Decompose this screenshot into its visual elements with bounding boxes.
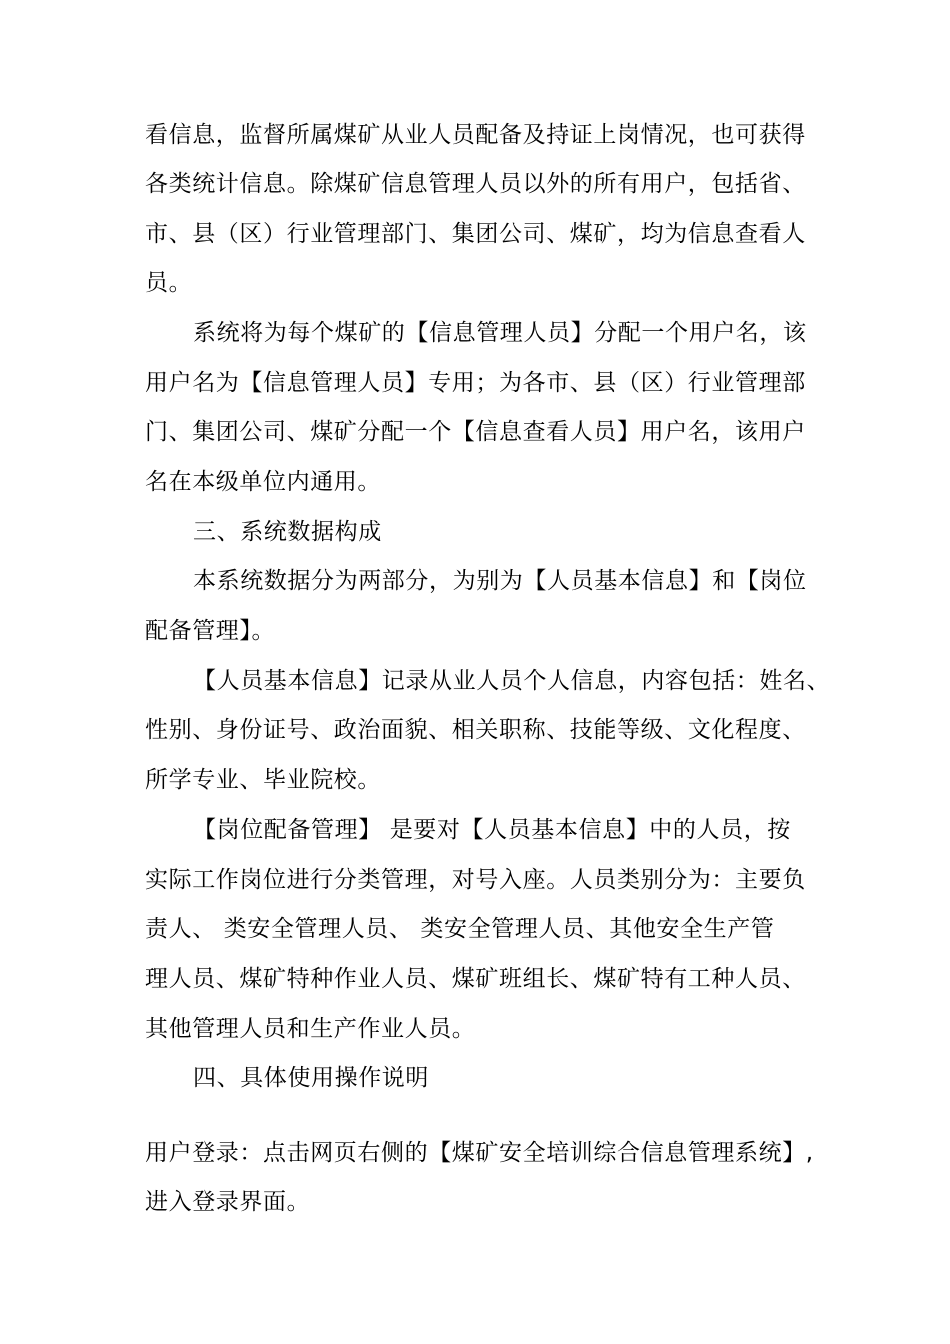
paragraph-line: 实际工作岗位进行分类管理，对号入座。人员类别分为：主要负 — [145, 867, 806, 893]
paragraph-line: 市、县（区）行业管理部门、集团公司、煤矿，均为信息查看人 — [145, 221, 806, 247]
paragraph-line: 看信息，监督所属煤矿从业人员配备及持证上岗情况，也可获得 — [145, 122, 806, 148]
paragraph-line: 性别、身份证号、政治面貌、相关职称、技能等级、文化程度、 — [145, 717, 806, 743]
paragraph-line: 理人员、煤矿特种作业人员、煤矿班组长、煤矿特有工种人员、 — [145, 966, 806, 992]
paragraph-line: 系统将为每个煤矿的【信息管理人员】分配一个用户名，该 — [193, 320, 807, 346]
section-heading: 三、系统数据构成 — [193, 519, 382, 545]
paragraph-line: 名在本级单位内通用。 — [145, 469, 381, 495]
paragraph-line: 门、集团公司、煤矿分配一个【信息查看人员】用户名，该用户 — [145, 419, 806, 445]
paragraph-line: 其他管理人员和生产作业人员。 — [145, 1016, 476, 1042]
paragraph-line: 用户名为【信息管理人员】专用；为各市、县（区）行业管理部 — [145, 370, 806, 396]
paragraph-line: 所学专业、毕业院校。 — [145, 767, 381, 793]
paragraph-line: 【人员基本信息】记录从业人员个人信息，内容包括：姓名、 — [193, 668, 831, 694]
section-heading: 四、具体使用操作说明 — [193, 1065, 429, 1091]
paragraph-line: 进入登录界面。 — [145, 1189, 311, 1215]
paragraph-line: 配备管理】。 — [145, 618, 276, 644]
paragraph-line: 责人、 类安全管理人员、 类安全管理人员、其他安全生产管 — [145, 916, 775, 942]
paragraph-line: 【岗位配备管理】 是要对【人员基本信息】中的人员，按 — [193, 817, 791, 843]
paragraph-line: 各类统计信息。除煤矿信息管理人员以外的所有用户，包括省、 — [145, 171, 806, 197]
paragraph-line: 本系统数据分为两部分，为别为【人员基本信息】和【岗位 — [193, 568, 807, 594]
paragraph-line: 用户登录：点击网页右侧的【煤矿安全培训综合信息管理系统】, — [145, 1140, 814, 1166]
paragraph-line: 员。 — [145, 270, 193, 296]
